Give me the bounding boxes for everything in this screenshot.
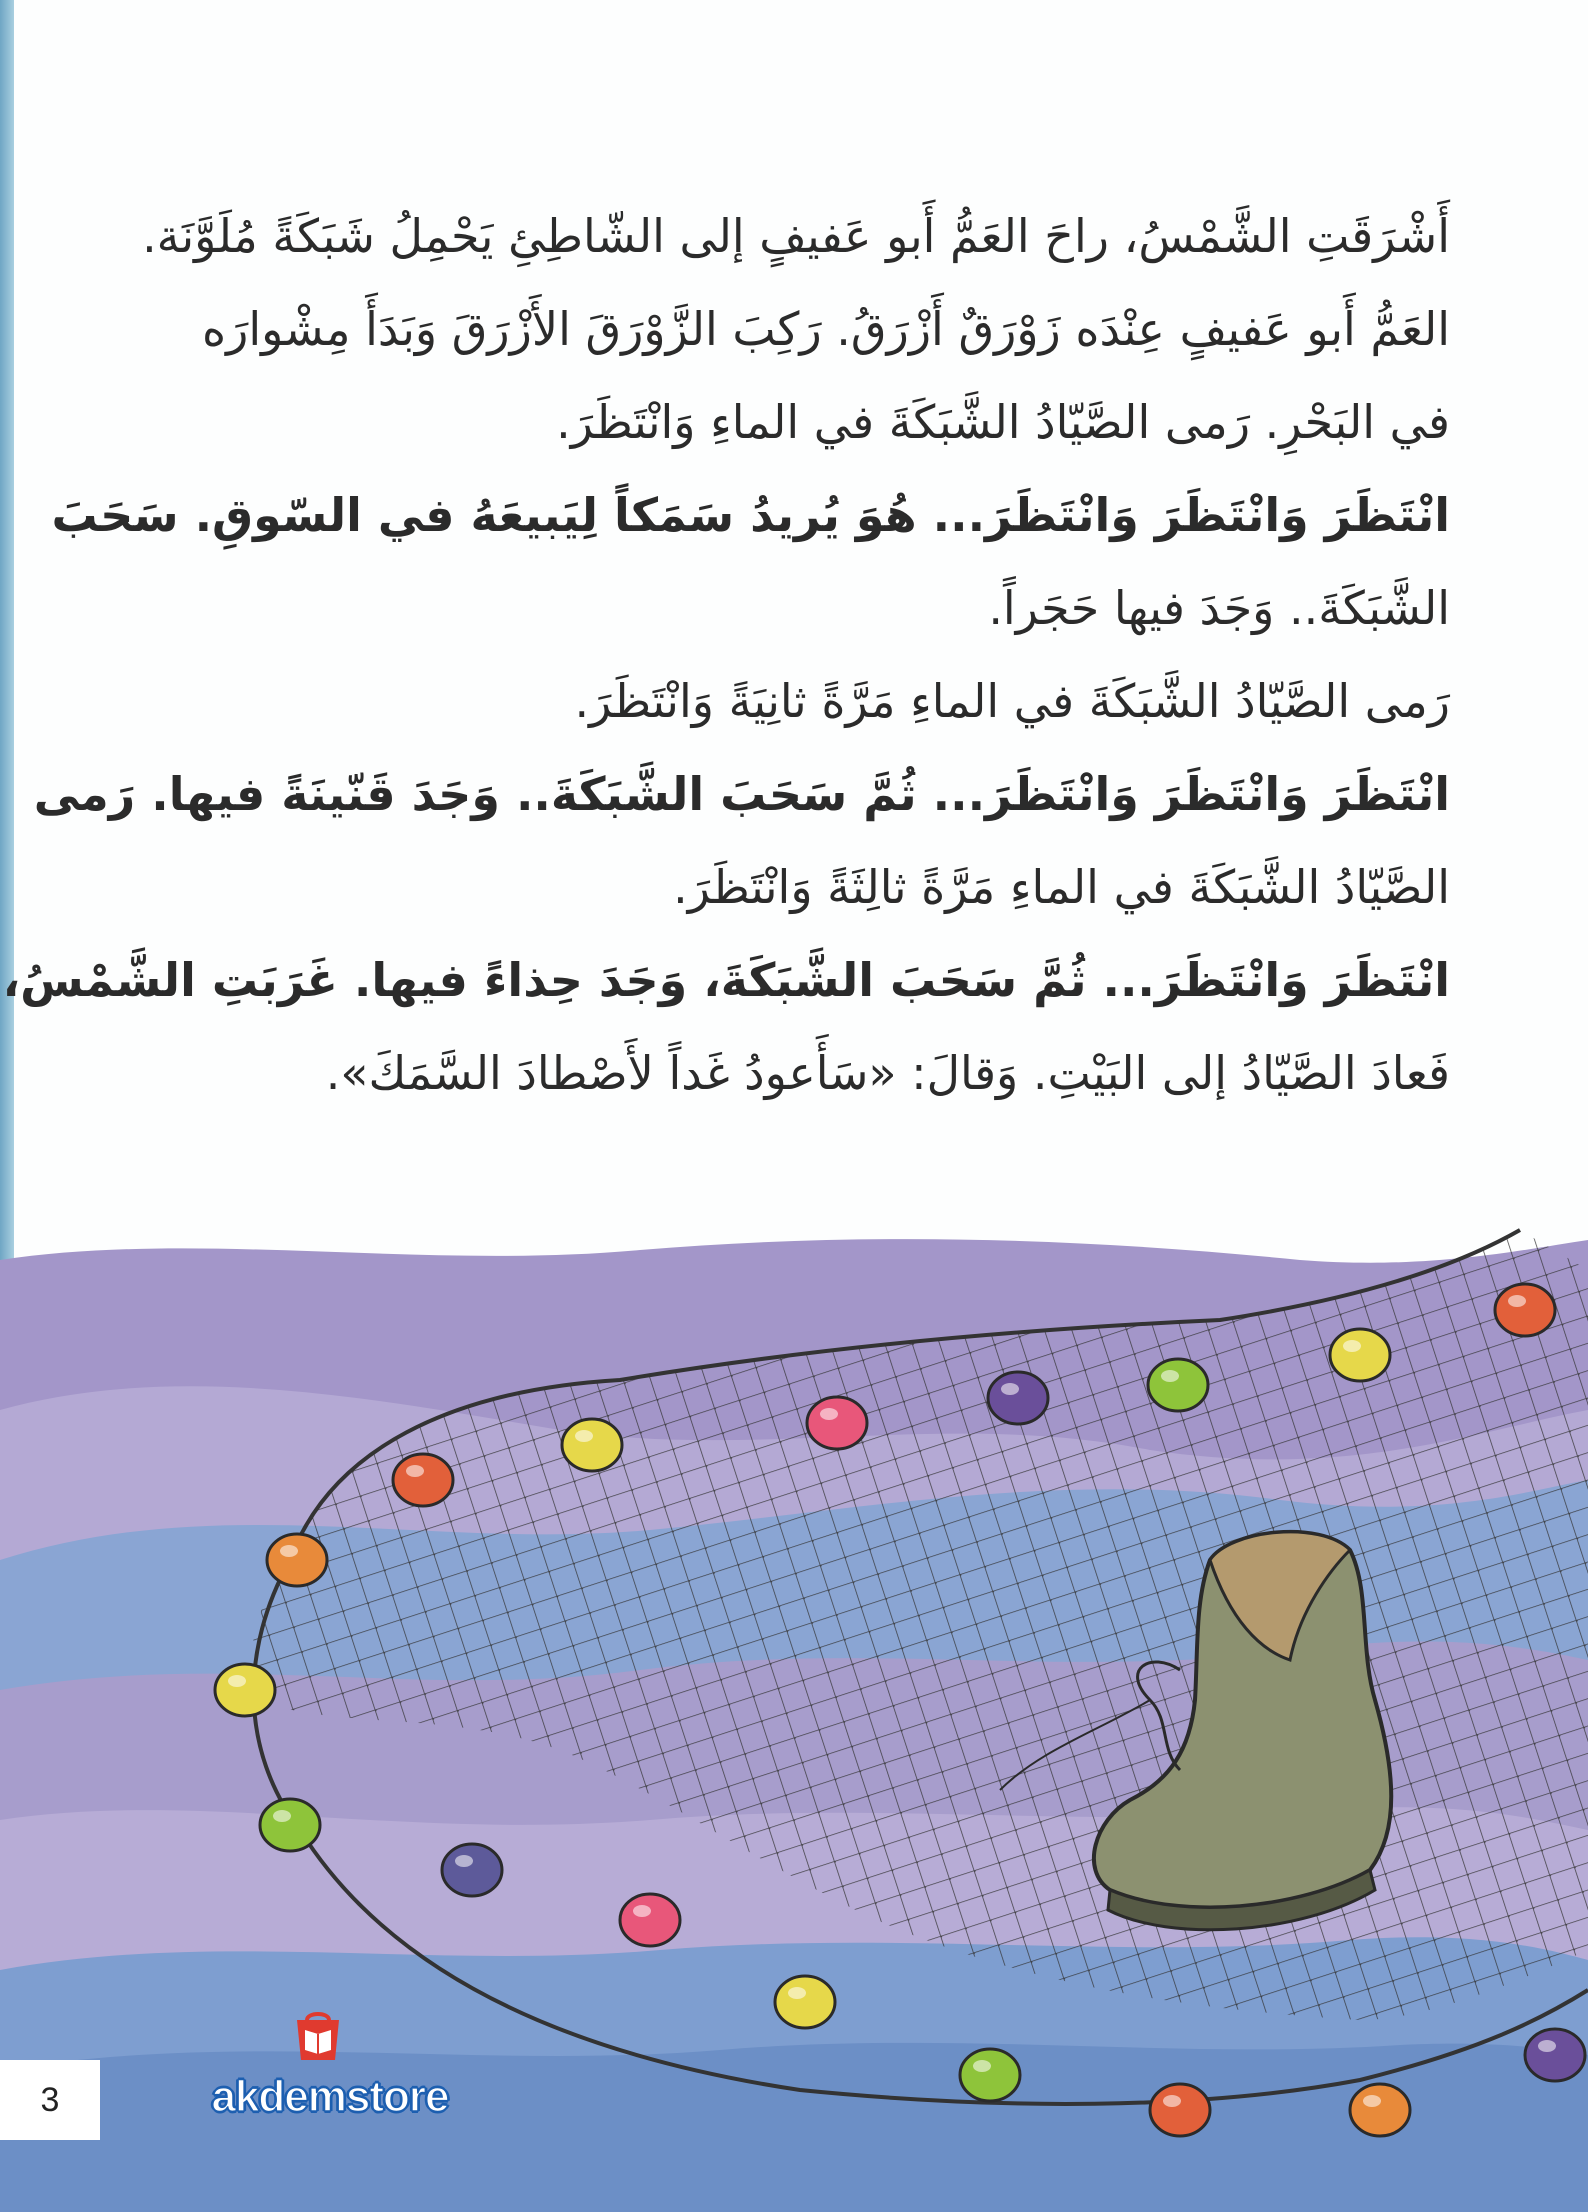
- story-line-1: أَشْرَقَتِ الشَّمْسُ، راحَ العَمُّ أَبو عَفيفٍ إلى الشّاطِئِ يَحْمِلُ شَبَكَةً مُلَوَّنَة.: [142, 209, 1450, 263]
- net-float-highlight: [820, 1408, 838, 1420]
- net-float: [215, 1664, 275, 1716]
- net-float: [1150, 2084, 1210, 2136]
- net-float-highlight: [788, 1987, 806, 1999]
- net-float: [1525, 2029, 1585, 2081]
- story-line-5: الشَّبَكَةَ.. وَجَدَ فيها حَجَراً.: [988, 581, 1450, 635]
- net-float-highlight: [455, 1855, 473, 1867]
- story-line-4: انْتَظَرَ وَانْتَظَرَ وَانْتَظَرَ... هُوَ يُريدُ سَمَكاً لِيَبيعَهُ في السّوقِ. سَحَبَ: [51, 488, 1450, 542]
- story-line-9: انْتَظَرَ وَانْتَظَرَ... ثُمَّ سَحَبَ الشَّبَكَةَ، وَجَدَ حِذاءً فيها. غَرَبَتِ الشَّمْسُ،: [2, 953, 1450, 1007]
- net-float: [775, 1976, 835, 2028]
- story-text: [2, 190, 1450, 1120]
- net-float: [442, 1844, 502, 1896]
- book-cart-icon: [293, 2010, 343, 2068]
- net-float-highlight: [1001, 1383, 1019, 1395]
- net-float: [1148, 1359, 1208, 1411]
- logo-wordmark: akdemstore: [211, 2072, 449, 2121]
- net-float: [562, 1419, 622, 1471]
- net-float-highlight: [633, 1905, 651, 1917]
- net-float: [807, 1397, 867, 1449]
- net-float: [1495, 1284, 1555, 1336]
- net-float: [1330, 1329, 1390, 1381]
- net-float-highlight: [575, 1430, 593, 1442]
- net-float-highlight: [228, 1675, 246, 1687]
- net-float-highlight: [1343, 1340, 1361, 1352]
- net-float-highlight: [273, 1810, 291, 1822]
- net-float: [988, 1372, 1048, 1424]
- net-float: [960, 2049, 1020, 2101]
- story-line-6: رَمى الصَّيّادُ الشَّبَكَةَ في الماءِ مَرَّةً ثانِيَةً وَانْتَظَرَ.: [574, 674, 1450, 728]
- net-float: [267, 1534, 327, 1586]
- net-float: [260, 1799, 320, 1851]
- net-float: [1350, 2084, 1410, 2136]
- net-float-highlight: [1163, 2095, 1181, 2107]
- net-float-highlight: [1508, 1295, 1526, 1307]
- story-line-2: العَمُّ أَبو عَفيفٍ عِنْدَه زَوْرَقٌ أَزْرَقُ. رَكِبَ الزَّوْرَقَ الأَزْرَقَ وَبَدَأَ مِشْوارَه: [202, 302, 1450, 356]
- net-float-highlight: [1161, 1370, 1179, 1382]
- net-float-highlight: [973, 2060, 991, 2072]
- publisher-logo: [170, 2010, 490, 2150]
- story-line-10: فَعادَ الصَّيّادُ إلى البَيْتِ. وَقالَ: «سَأَعودُ غَداً لأَصْطادَ السَّمَكَ».: [325, 1046, 1450, 1100]
- net-float-highlight: [1363, 2095, 1381, 2107]
- story-line-7: انْتَظَرَ وَانْتَظَرَ وَانْتَظَرَ... ثُمَّ سَحَبَ الشَّبَكَةَ.. وَجَدَ قَنّينَةً فيها. رَمى: [33, 767, 1450, 821]
- story-line-8: الصَّيّادُ الشَّبَكَةَ في الماءِ مَرَّةً ثالِثَةً وَانْتَظَرَ.: [673, 860, 1450, 914]
- page-number: 3: [0, 2060, 100, 2140]
- net-float-highlight: [280, 1545, 298, 1557]
- net-float-highlight: [406, 1465, 424, 1477]
- net-float: [393, 1454, 453, 1506]
- net-float: [620, 1894, 680, 1946]
- story-line-3: في البَحْرِ. رَمى الصَّيّادُ الشَّبَكَةَ في الماءِ وَانْتَظَرَ.: [556, 395, 1450, 449]
- net-float-highlight: [1538, 2040, 1556, 2052]
